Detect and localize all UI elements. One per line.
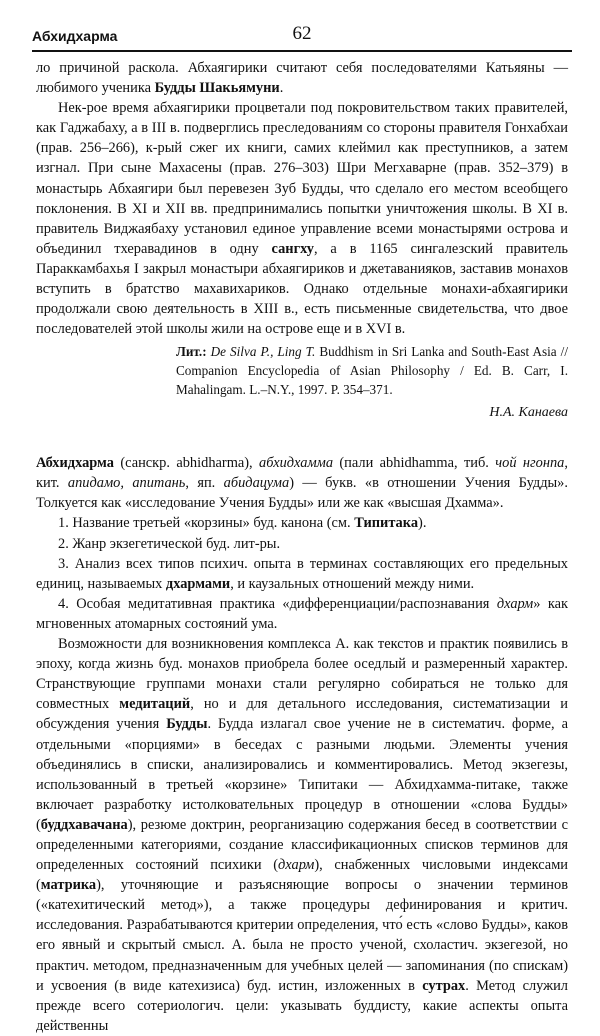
definition-item-4 <box>36 594 568 634</box>
prev-article-paragraph-1 <box>36 58 568 98</box>
text-run: 1. Название третьей «корзины» буд. канона (см. <box>58 515 355 532</box>
text-run: Возможности для возникновения комплекса А. как текстов и практик появились в эпоху, когда жизнь буд. монахов приобрела более оседлый и размеренный характер. Странствующие группами монахи стали регулярно собираться не только для совместных <box>36 636 568 713</box>
article-title: Абхидхарма <box>36 455 114 472</box>
text-run: ло причиной раскола. Абхаягирики считают себя последователями Катьяяны — любимого ученика <box>36 60 568 97</box>
literature-text: Buddhism in Sri Lanka and South-East Asia // Companion Encyclopedia of Asian Philosophy / Ed. B. Carr, I. Mahalingam. L.–N.Y., 1997. P. 354–371. <box>176 344 569 397</box>
text-run: ) — букв. «в отношении Учения Будды». Толкуется как «исследование Учения Будды» или же как «высшая Дхамма». <box>36 475 568 512</box>
term-link: Будды <box>166 716 208 733</box>
text-run: , и каузальных отношений между ними. <box>230 575 475 592</box>
text-run: абидацума <box>223 475 290 492</box>
term-link: сутрах <box>422 977 466 994</box>
definition-item-1 <box>36 513 568 533</box>
text-run: , кит. <box>36 455 568 492</box>
term-link: дхармами <box>165 575 231 592</box>
article-lead-paragraph <box>36 453 568 513</box>
text-run: . Метод служил прежде всего сотериологич. цели: указывать буддисту, какие аспекты опыта действенны <box>36 977 568 1034</box>
definition-item-3 <box>36 554 568 594</box>
text-run: . Будда излагал свое учение не в систематич. форме, а отдельными «порциями» в беседах с разными людьми. Элементы учения объединялись в списки, анализировались и комментировались. Метод экзегезы, использованный в третьей «корзине» Типитаки — Абхидхамма-питаке, также включает разработку истолковательных процедур в отношении «слова Будды» ( <box>36 716 568 833</box>
text-run: . <box>279 80 284 97</box>
text-run: ), снабженных числовыми индексами ( <box>36 857 568 894</box>
running-header <box>32 20 572 50</box>
text-run: 3. Анализ всех типов психич. опыта в терминах составляющих его предельных единиц, называемых <box>36 555 568 592</box>
running-head-section: Абхидхарма <box>32 28 118 44</box>
text-run: апидамо, апитань <box>67 475 186 492</box>
body-text <box>36 58 568 1036</box>
article-separator <box>36 423 568 453</box>
term-link: сангху <box>271 240 314 257</box>
text-run: 4. Особая медитативная практика «дифференциации/распознавания <box>58 595 497 612</box>
definition-item-2: 2. Жанр экзегетической буд. лит-ры. <box>58 535 281 552</box>
text-run: ). <box>418 515 427 532</box>
term-link: матрика <box>40 877 97 894</box>
literature-authors: De Silva P., Ling T. <box>210 344 316 360</box>
text-run: абхидхамма <box>259 455 334 472</box>
text-run: чой нгонпа <box>495 455 565 472</box>
literature-reference <box>176 343 568 399</box>
text-run: Нек-рое время абхаягирики процветали под покровительством таких правителей, как Гаджабаху, а в III в. подверглись преследованиям со стороны правителя Гонхабхаи (прав. 256–266), к-рый сжег их книги, самих клеймил как преступников, а затем изгнал. При сыне Махасены (прав. 276–303) Шри Мегхаварне (прав. 352–379) в монастырь Абхаягири был перевезен Зуб Будды, что сделало его местом всеобщего поклонения. В XI и XII вв. предпринимались попытки уничтожения школы. В XI в. правитель Виджаябаху установил единое управление всеми монастырями острова и объединил тхеравадинов в одну <box>36 100 568 257</box>
prev-article-paragraph-2 <box>36 98 568 339</box>
text-run: (санскр. abhidharma), <box>113 455 260 472</box>
term-link: Будды Шакьямуни <box>154 80 280 97</box>
term-link: Типитака <box>354 515 419 532</box>
text-run: дхарм <box>278 857 315 874</box>
article-paragraph-2 <box>36 634 568 1036</box>
text-run: , а в 1165 сингалезский правитель Параккамбахья I закрыл монастыри абхаягириков и джетаванияков, заставив монахов вступить в братство махавихариков. Однако отдельные монахи-абхаягирики продолжали свою деятельность в XIII в., есть письменные свидетельства, что двое последователей этой школы жили на острове еще и в XVI в. <box>36 240 568 338</box>
term-link: медитаций <box>119 696 191 713</box>
text-run: , яп. <box>185 475 224 492</box>
text-run: дхарм <box>496 595 534 612</box>
term-link: буддхавачана <box>40 816 128 833</box>
literature-label: Лит.: <box>176 344 207 360</box>
page-number: 62 <box>292 23 312 44</box>
text-run: ), уточняющие и разъясняющие вопросы о значении терминов («катехитический метод»), а также процедуры дефинирования и критич. исследования. Разрабатываются критерии определения, что́ есть «слово Будды», каков его явный и скрытый смысл. А. была не просто ученой, схоластич. экзегезой, но практич. методом, предназначенным для учебных целей — запоминания (по спискам) и усвоения (в виде катехизиса) буд. истин, изложенных в <box>36 877 568 994</box>
article-author: Н.А. Канаева <box>489 405 568 421</box>
header-divider <box>32 50 572 52</box>
text-run: , но и для детального исследования, систематизации и обсуждения учения <box>36 696 569 733</box>
text-run: ), резюме доктрин, реорганизацию содержания бесед в соответствии с определенными категориями, создание классификационных списков терминов для определенных состояний психики ( <box>36 816 568 874</box>
text-run: » как мгновенных атомарных состояний ума. <box>36 595 568 632</box>
text-run: (пали abhidhamma, тиб. <box>333 455 496 472</box>
